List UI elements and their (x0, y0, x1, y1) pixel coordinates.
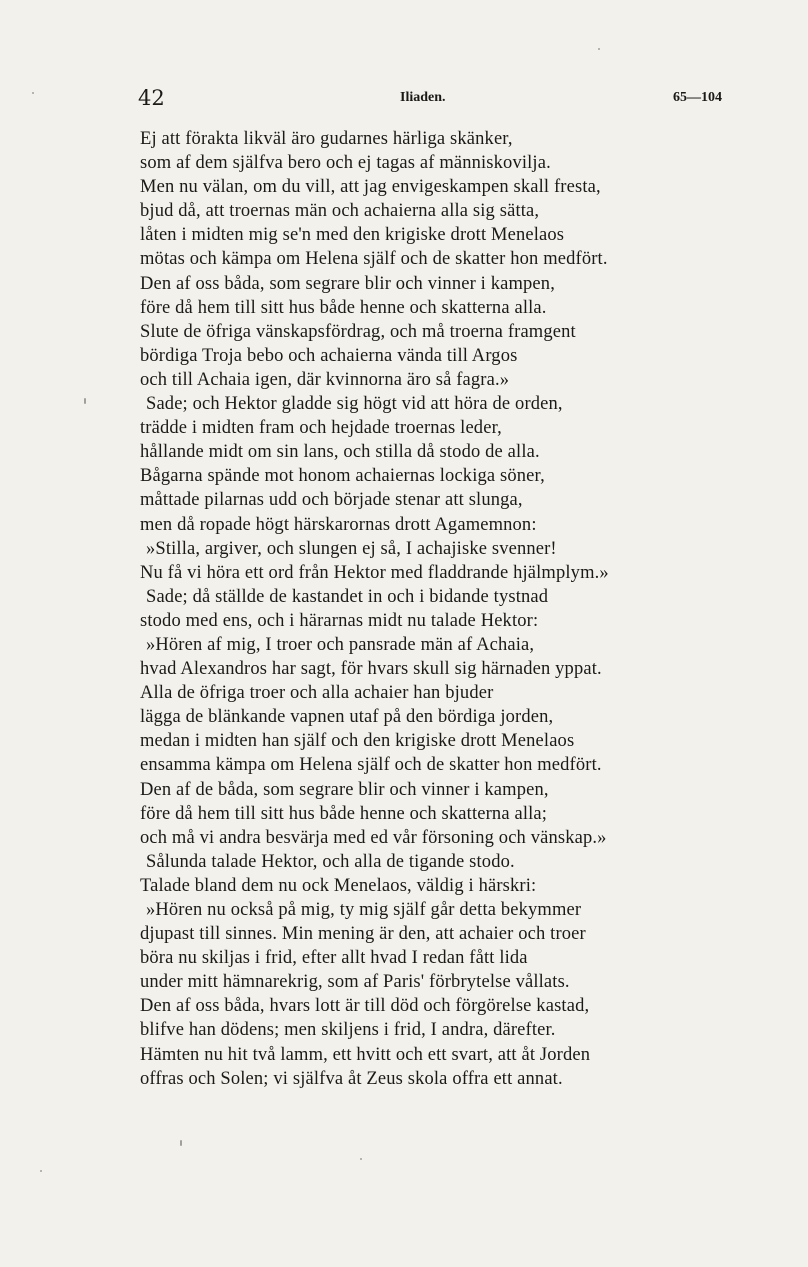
text-line: djupast till sinnes. Min mening är den, att achaier och troer (140, 924, 586, 945)
text-line: »Hören af mig, I troer och pansrade män af Achaia, (146, 634, 535, 655)
text-line: låten i midten mig se'n med den krigiske drott Menelaos (140, 225, 565, 246)
scan-speck (598, 48, 600, 50)
text-line: Ej att förakta likväl äro gudarnes härliga skänker, (140, 129, 513, 149)
text-line: Sålunda talade Hektor, och alla de tigande stodo. (146, 851, 515, 872)
text-line: Hämten nu hit två lamm, ett hvitt och ett svart, att åt Jorden (140, 1044, 591, 1065)
text-line: trädde i midten fram och hejdade troernas leder, (140, 418, 502, 439)
text-line: »Hören nu också på mig, ty mig själf går detta bekymmer (146, 900, 582, 920)
scan-speck (360, 1158, 362, 1160)
text-line: Nu få vi höra ett ord från Hektor med fladdrande hjälmplym.» (140, 562, 609, 583)
text-line: under mitt hämnarekrig, som af Paris' förbrytelse vållats. (140, 972, 570, 993)
poem-text (140, 127, 740, 1091)
scan-speck (180, 1140, 182, 1146)
text-line: och må vi andra besvärja med ed vår försoning och vänskap.» (140, 827, 607, 848)
text-line: hvad Alexandros har sagt, för hvars skull sig härnaden yppat. (140, 659, 602, 680)
text-line: medan i midten han själf och den krigiske drott Menelaos (140, 731, 575, 752)
text-line: blifve han dödens; men skiljens i frid, I andra, därefter. (140, 1020, 556, 1041)
text-line: bjud då, att troernas män och achaierna alla sig sätta, (140, 201, 540, 222)
text-line: Den af oss båda, som segrare blir och vinner i kampen, (140, 273, 555, 294)
text-line: och till Achaia igen, där kvinnorna äro så fagra.» (140, 369, 510, 390)
line-reference: 65—104 (673, 90, 722, 105)
scan-speck (84, 398, 86, 404)
text-line: Sade; då ställde de kastandet in och i bidande tystnad (146, 586, 549, 607)
text-line: måttade pilarnas udd och började stenar att slunga, (140, 490, 523, 511)
text-line: »Stilla, argiver, och slungen ej så, I achajiske svenner! (146, 538, 557, 559)
text-line: före då hem till sitt hus både henne och skatterna alla. (140, 297, 547, 318)
text-line: offras och Solen; vi själfva åt Zeus skola offra ett annat. (140, 1068, 563, 1089)
text-line: bördiga Troja bebo och achaierna vända till Argos (140, 345, 518, 366)
text-line: stodo med ens, och i härarnas midt nu talade Hektor: (140, 610, 539, 631)
text-line: lägga de blänkande vapnen utaf på den bördiga jorden, (140, 707, 554, 728)
text-line: Men nu välan, om du vill, att jag envigeskampen skall fresta, (140, 177, 601, 198)
text-line: mötas och kämpa om Helena själf och de skatter hon medfört. (140, 249, 608, 270)
scan-speck (40, 1170, 42, 1172)
text-line: Bågarna spände mot honom achaiernas lockiga söner, (140, 466, 545, 487)
text-line: men då ropade högt härskarornas drott Agamemnon: (140, 514, 537, 535)
text-line: Slute de öfriga vänskapsfördrag, och må troerna framgent (140, 321, 576, 342)
text-line: hållande midt om sin lans, och stilla då stodo de alla. (140, 442, 540, 463)
text-line: som af dem själfva bero och ej tagas af människovilja. (140, 153, 551, 174)
text-line: Talade bland dem nu ock Menelaos, väldig i härskri: (140, 875, 537, 896)
text-line: böra nu skiljas i frid, efter allt hvad I redan fått lida (140, 948, 528, 969)
text-line: ensamma kämpa om Helena själf och de skatter hon medfört. (140, 755, 602, 776)
page-number: 42 (138, 86, 165, 110)
text-line: Alla de öfriga troer och alla achaier han bjuder (140, 683, 494, 704)
text-line: före då hem till sitt hus både henne och skatterna alla; (140, 803, 548, 824)
text-line: Den af oss båda, hvars lott är till död och förgörelse kastad, (140, 996, 590, 1017)
running-title: Iliaden. (400, 90, 446, 105)
text-line: Den af de båda, som segrare blir och vinner i kampen, (140, 779, 549, 800)
scan-speck (32, 92, 34, 94)
text-line: Sade; och Hektor gladde sig högt vid att höra de orden, (146, 394, 563, 415)
page-header (138, 86, 728, 116)
